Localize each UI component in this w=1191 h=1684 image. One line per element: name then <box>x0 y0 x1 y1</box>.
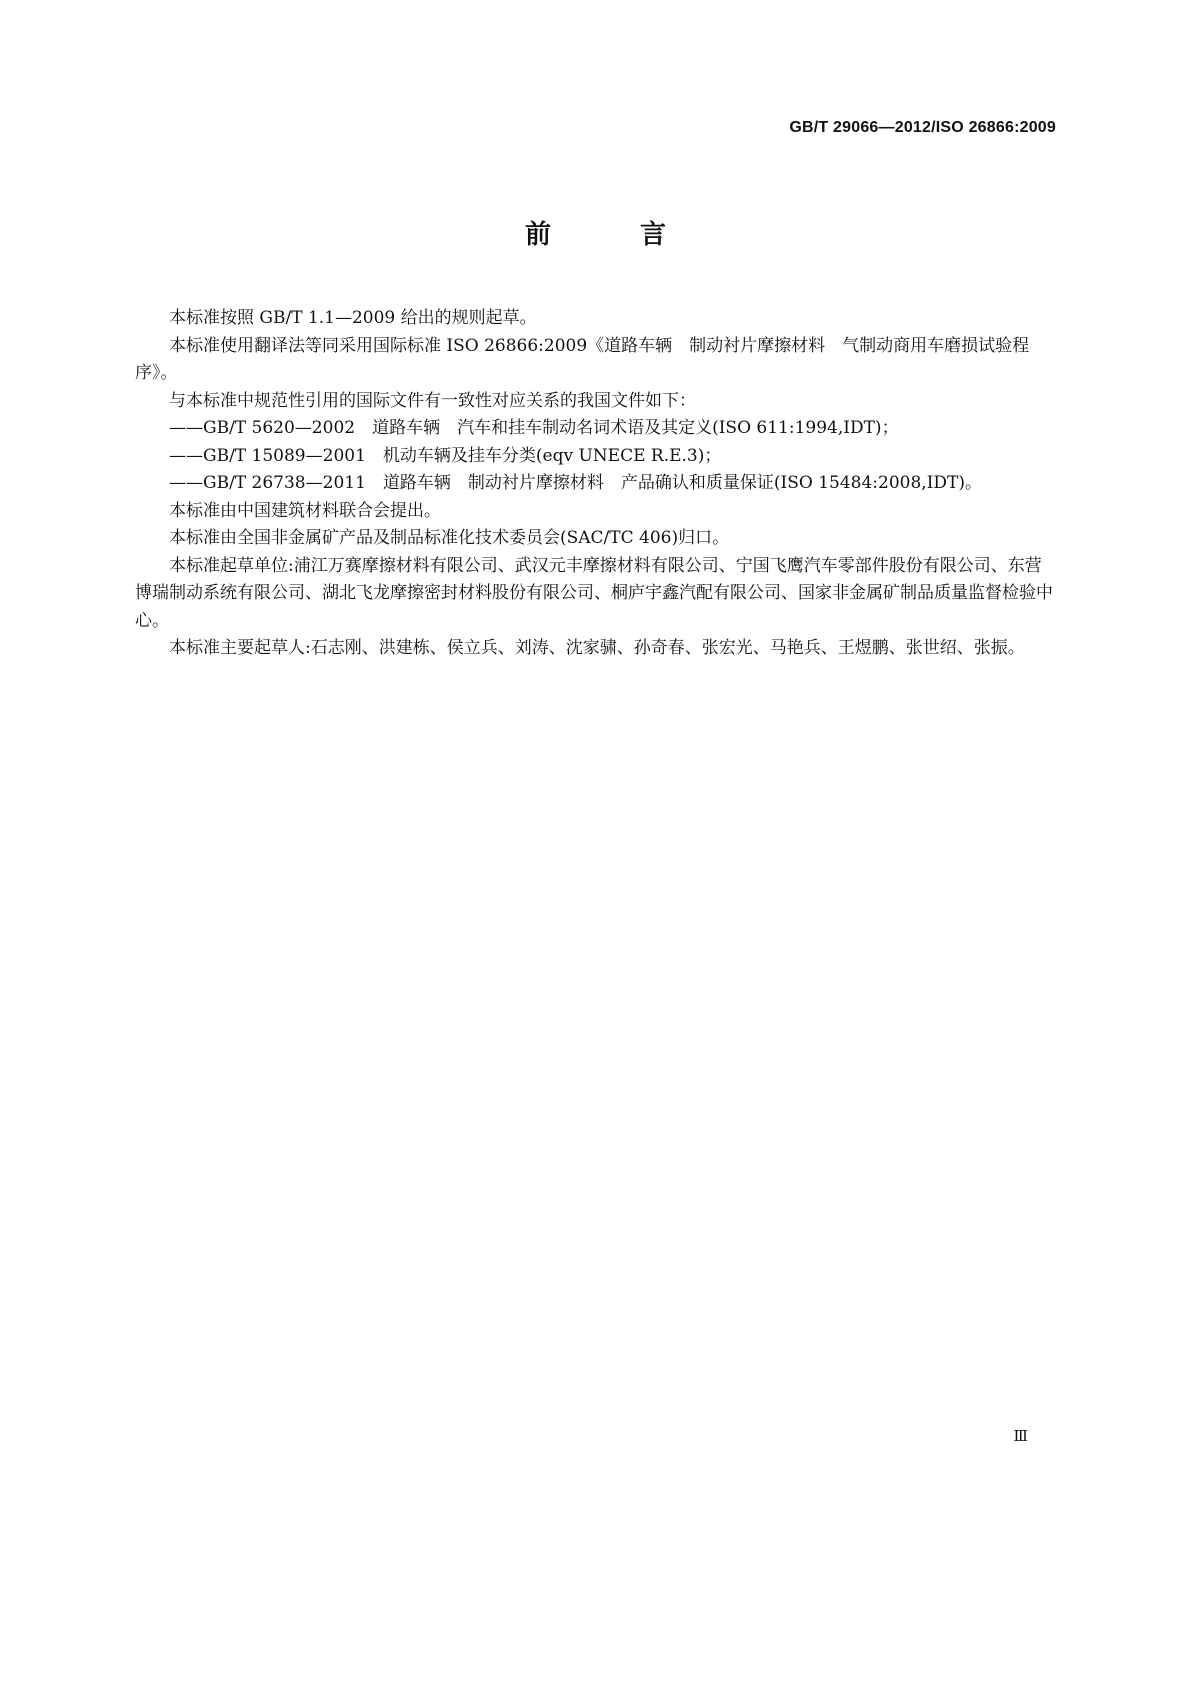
reference-item: ——GB/T 26738—2011 道路车辆 制动衬片摩擦材料 产品确认和质量保证(ISO 15484:2008,IDT)。 <box>169 473 983 493</box>
paragraph-references-intro: 与本标准中规范性引用的国际文件有一致性对应关系的我国文件如下： <box>169 390 696 411</box>
paragraph-proposer: 本标准由中国建筑材料联合会提出。 <box>169 500 441 521</box>
reference-item: ——GB/T 5620—2002 道路车辆 汽车和挂车制动名词术语及其定义(ISO 611:1994,IDT)； <box>169 418 899 438</box>
page-number: Ⅲ <box>1013 1427 1028 1445</box>
paragraph-drafting-rules: 本标准按照 GB/T 1.1—2009 给出的规则起草。 <box>169 308 537 328</box>
foreword-body <box>135 305 1055 663</box>
page-title: 前 言 <box>524 220 707 250</box>
paragraph-adoption: 本标准使用翻译法等同采用国际标准 ISO 26866:2009《道路车辆 制动衬片摩擦材料 气制动商用车磨损试验程序》。 <box>135 335 1030 383</box>
paragraph-drafting-units: 本标准起草单位:浦江万赛摩擦材料有限公司、武汉元丰摩擦材料有限公司、宁国飞鹰汽车零部件股份有限公司、东营博瑞制动系统有限公司、湖北飞龙摩擦密封材料股份有限公司、桐庐宇鑫汽配有限公司、国家非金属矿制品质量监督检验中心。 <box>135 555 1053 631</box>
reference-item: ——GB/T 15089—2001 机动车辆及挂车分类(eqv UNECE R.E.3)； <box>169 445 722 466</box>
paragraph-drafters: 本标准主要起草人:石志刚、洪建栋、侯立兵、刘涛、沈家骕、孙奇春、张宏光、马艳兵、王煜鹏、张世绍、张振。 <box>169 638 1025 658</box>
standard-code-header: GB/T 29066—2012/ISO 26866:2009 <box>789 119 1056 136</box>
paragraph-centralized: 本标准由全国非金属矿产品及制品标准化技术委员会(SAC/TC 406)归口。 <box>169 528 730 548</box>
